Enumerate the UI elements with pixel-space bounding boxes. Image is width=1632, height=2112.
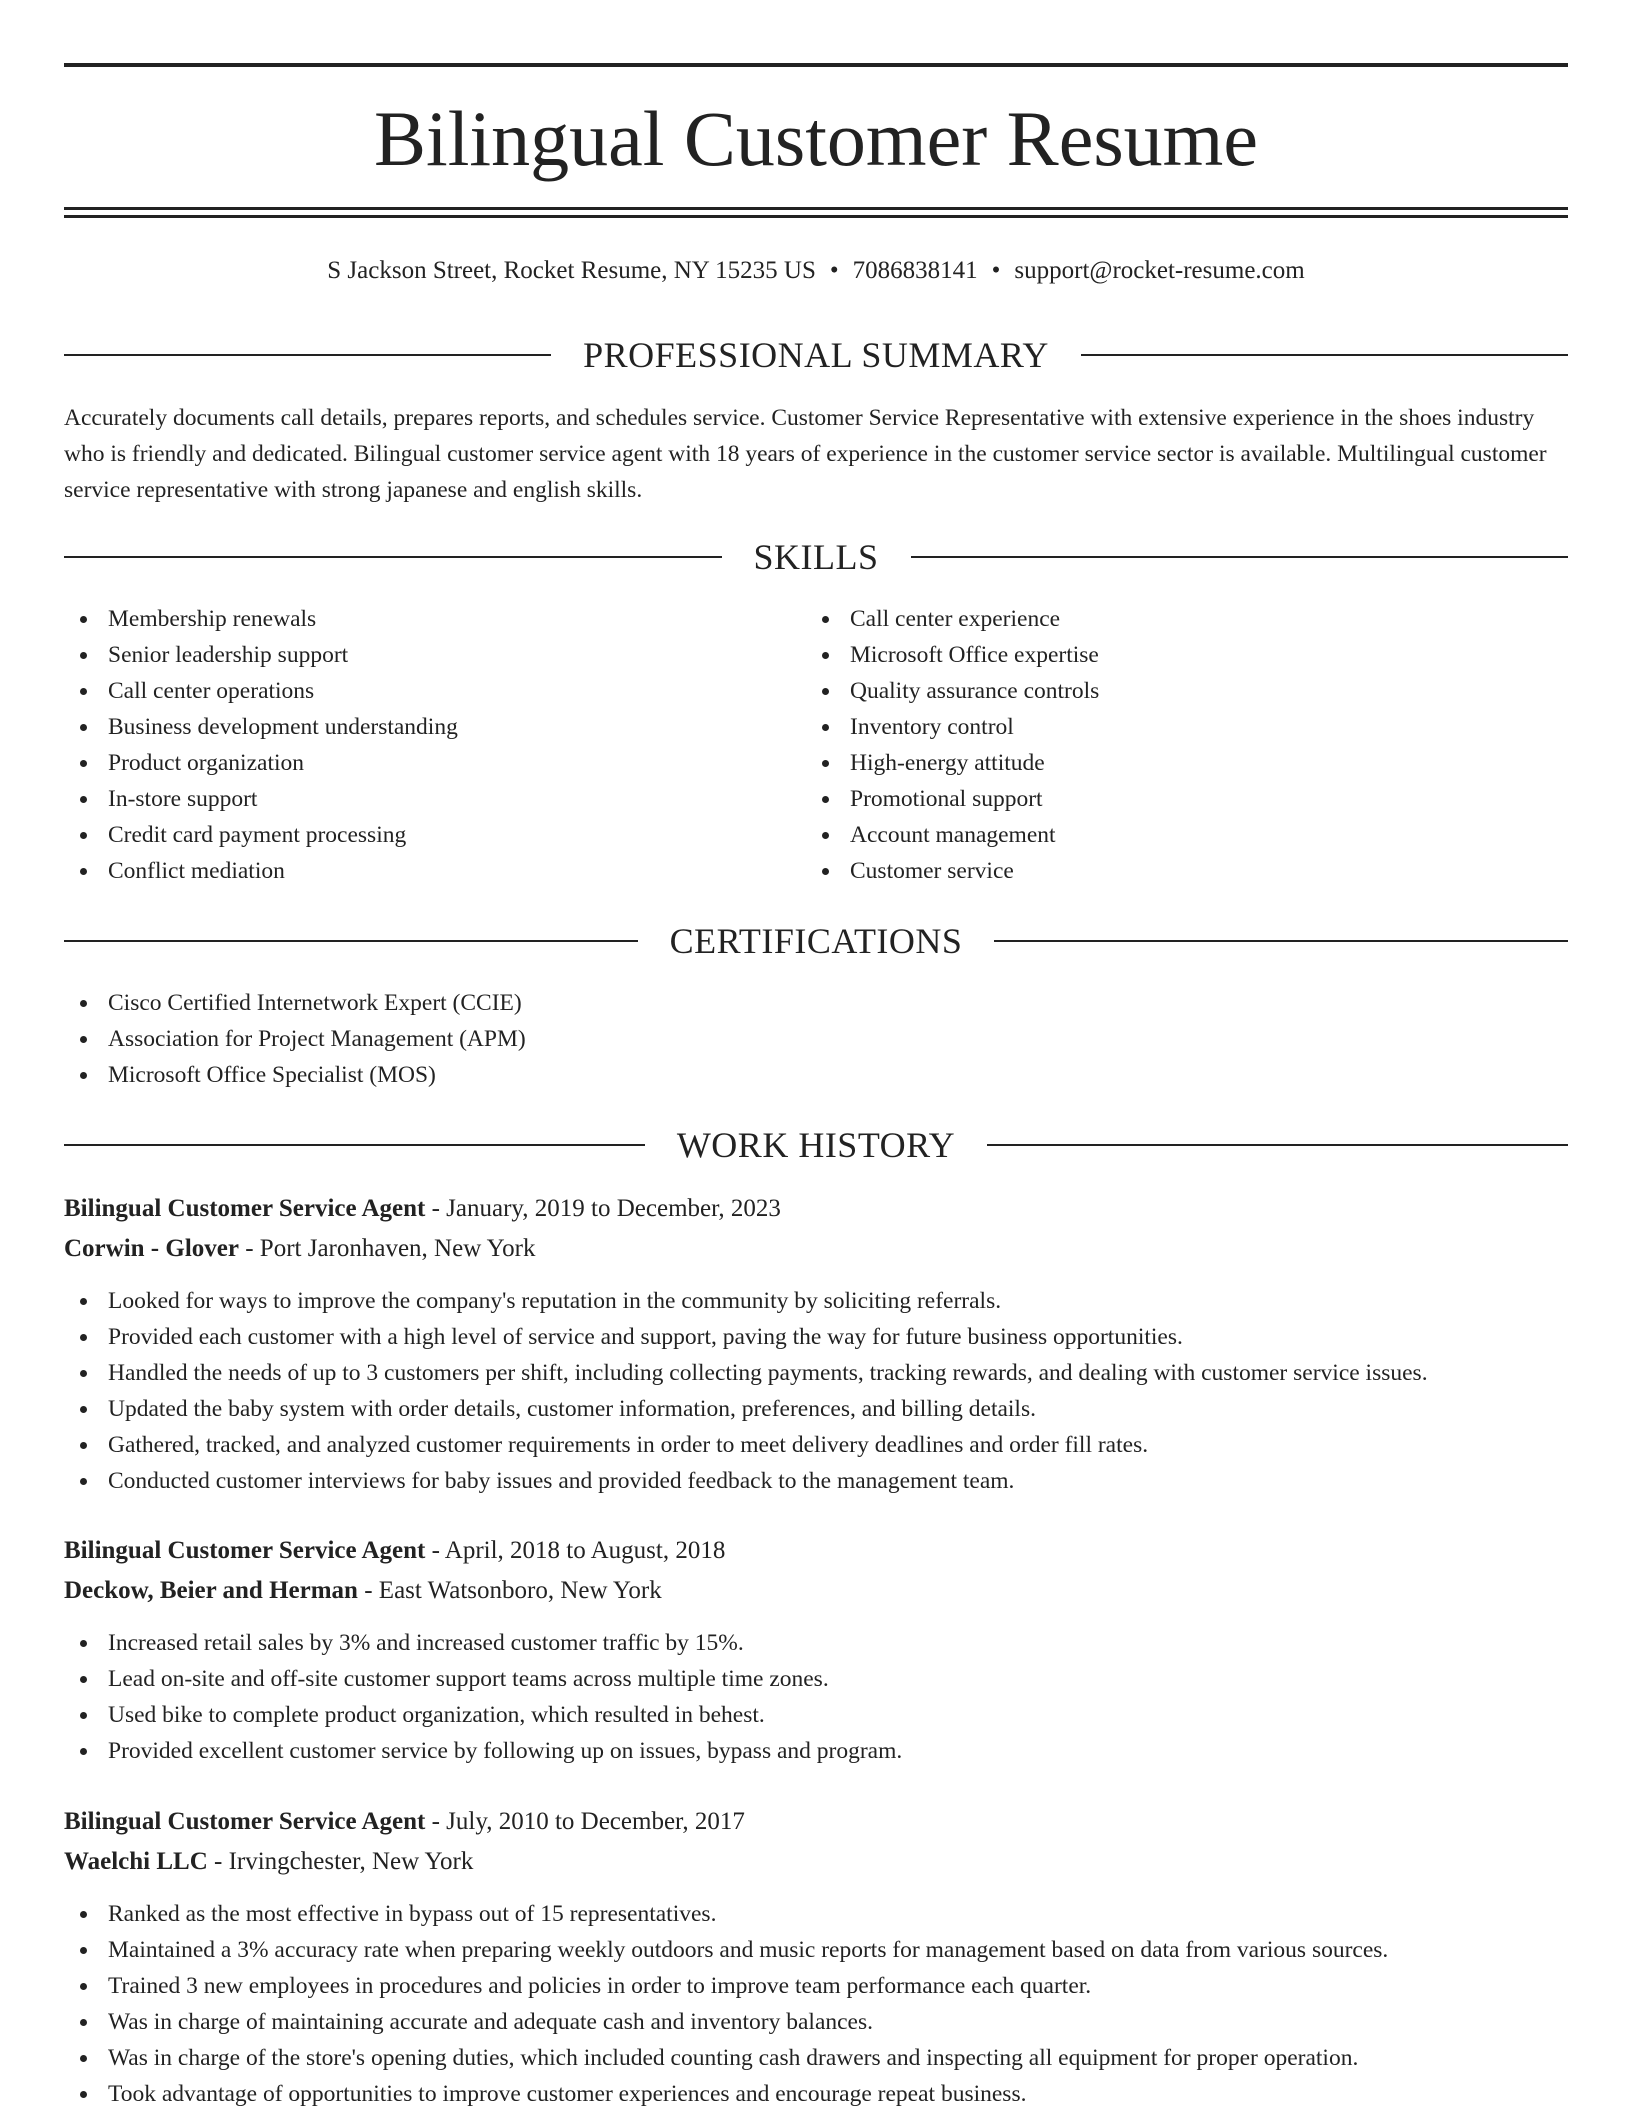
certification-item: Cisco Certified Internetwork Expert (CCIE) (64, 985, 1564, 1021)
job-title-line (64, 1802, 1568, 1842)
job-bullet: Was in charge of maintaining accurate and adequate cash and inventory balances. (64, 2004, 1568, 2040)
heading-rule (64, 556, 722, 558)
skill-item: In-store support (64, 781, 764, 817)
skill-item: Inventory control (806, 709, 1506, 745)
job-title-line (64, 1531, 1568, 1571)
job-dates: - July, 2010 to December, 2017 (425, 1808, 745, 1835)
skill-item: Account management (806, 817, 1506, 853)
certification-item: Microsoft Office Specialist (MOS) (64, 1057, 1564, 1093)
job-bullet: Updated the baby system with order details, customer information, preferences, and billing details. (64, 1391, 1568, 1427)
job-bullet: Increased retail sales by 3% and increased customer traffic by 15%. (64, 1625, 1568, 1661)
top-rule (64, 63, 1568, 67)
job-dates: - January, 2019 to December, 2023 (425, 1195, 781, 1222)
work-history-heading (64, 1123, 1568, 1167)
job-bullet: Used bike to complete product organization, which resulted in behest. (64, 1697, 1568, 1733)
job-company: Deckow, Beier and Herman (64, 1577, 358, 1604)
job-bullet: Trained 3 new employees in procedures and policies in order to improve team performance each quarter. (64, 1968, 1568, 2004)
job-company: Corwin - Glover (64, 1235, 239, 1262)
heading-rule (911, 556, 1569, 558)
job-bullet: Conducted customer interviews for baby issues and provided feedback to the management team. (64, 1463, 1568, 1499)
job-location: - Irvingchester, New York (207, 1848, 474, 1875)
heading-rule (64, 1144, 645, 1146)
skill-item: Credit card payment processing (64, 817, 764, 853)
skills-list-left (64, 601, 764, 889)
job-bullet: Lead on-site and off-site customer support teams across multiple time zones. (64, 1661, 1568, 1697)
skill-item: Call center operations (64, 673, 764, 709)
resume-title: Bilingual Customer Resume (374, 95, 1258, 182)
heading-rule (994, 940, 1568, 942)
job-bullet: Was in charge of the store's opening duties, which included counting cash drawers and inspecting all equipment for proper operation. (64, 2040, 1568, 2076)
contact-separator: • (829, 257, 839, 284)
job-company: Waelchi LLC (64, 1848, 208, 1875)
skill-item: Conflict mediation (64, 853, 764, 889)
skills-heading-label: SKILLS (753, 537, 879, 577)
contact-separator: • (991, 257, 1001, 284)
job-bullet: Ranked as the most effective in bypass out of 15 representatives. (64, 1896, 1568, 1932)
heading-rule (987, 1144, 1568, 1146)
summary-heading-label: PROFESSIONAL SUMMARY (583, 335, 1049, 375)
contact-address: S Jackson Street, Rocket Resume, NY 15235 US (327, 257, 816, 284)
skill-item: Senior leadership support (64, 637, 764, 673)
skill-item: Quality assurance controls (806, 673, 1506, 709)
job-company-line (64, 1842, 1568, 1882)
job-location: - Port Jaronhaven, New York (238, 1235, 536, 1262)
job-location: - East Watsonboro, New York (357, 1577, 662, 1604)
job-bullet: Provided excellent customer service by following up on issues, bypass and program. (64, 1733, 1568, 1769)
job-entry (64, 1531, 1568, 1769)
job-bullets (64, 1283, 1568, 1499)
job-dates: - April, 2018 to August, 2018 (425, 1537, 726, 1564)
job-bullet: Handled the needs of up to 3 customers per shift, including collecting payments, tracking rewards, and dealing with customer service issues. (64, 1355, 1568, 1391)
job-title: Bilingual Customer Service Agent (64, 1195, 426, 1222)
job-title: Bilingual Customer Service Agent (64, 1808, 426, 1835)
contact-phone: 7086838141 (852, 257, 978, 284)
job-title: Bilingual Customer Service Agent (64, 1537, 426, 1564)
skill-item: Membership renewals (64, 601, 764, 637)
job-entry (64, 1802, 1568, 2112)
heading-rule (64, 354, 551, 356)
job-company-line (64, 1229, 1568, 1269)
skills-heading (64, 535, 1568, 579)
job-bullet: Took advantage of opportunities to improve customer experiences and encourage repeat business. (64, 2076, 1568, 2112)
skills-list-right (806, 601, 1506, 889)
job-bullets (64, 1625, 1568, 1769)
summary-heading (64, 333, 1568, 377)
certifications-heading-label: CERTIFICATIONS (669, 921, 963, 961)
skill-item: Microsoft Office expertise (806, 637, 1506, 673)
job-entry (64, 1189, 1568, 1499)
heading-rule (1081, 354, 1568, 356)
heading-rule (64, 940, 638, 942)
skill-item: Product organization (64, 745, 764, 781)
certifications-list (64, 985, 1564, 1093)
title-rule-lower (64, 215, 1568, 218)
contact-line (64, 254, 1568, 288)
job-company-line (64, 1571, 1568, 1611)
job-bullet: Provided each customer with a high level of service and support, paving the way for future business opportunities. (64, 1319, 1568, 1355)
job-bullet: Maintained a 3% accuracy rate when preparing weekly outdoors and music reports for management based on data from various sources. (64, 1932, 1568, 1968)
skill-item: High-energy attitude (806, 745, 1506, 781)
certification-item: Association for Project Management (APM) (64, 1021, 1564, 1057)
skill-item: Call center experience (806, 601, 1506, 637)
contact-email: support@rocket-resume.com (1014, 257, 1305, 284)
skill-item: Promotional support (806, 781, 1506, 817)
work-history-heading-label: WORK HISTORY (676, 1125, 956, 1165)
job-bullet: Gathered, tracked, and analyzed customer requirements in order to meet delivery deadlines and order fill rates. (64, 1427, 1568, 1463)
skill-item: Business development understanding (64, 709, 764, 745)
job-title-line (64, 1189, 1568, 1229)
job-bullets (64, 1896, 1568, 2112)
job-bullet: Looked for ways to improve the company's reputation in the community by soliciting referrals. (64, 1283, 1568, 1319)
summary-text: Accurately documents call details, prepares reports, and schedules service. Customer Service Representative with extensive experience in the shoes industry who is friendly and dedicated. Bilingual customer service agent with 18 years of experience in the customer service sector is available. Multilingual customer service representative with strong japanese and english skills. (64, 405, 1547, 503)
certifications-heading (64, 919, 1568, 963)
title-rule-upper (64, 207, 1568, 210)
skill-item: Customer service (806, 853, 1506, 889)
